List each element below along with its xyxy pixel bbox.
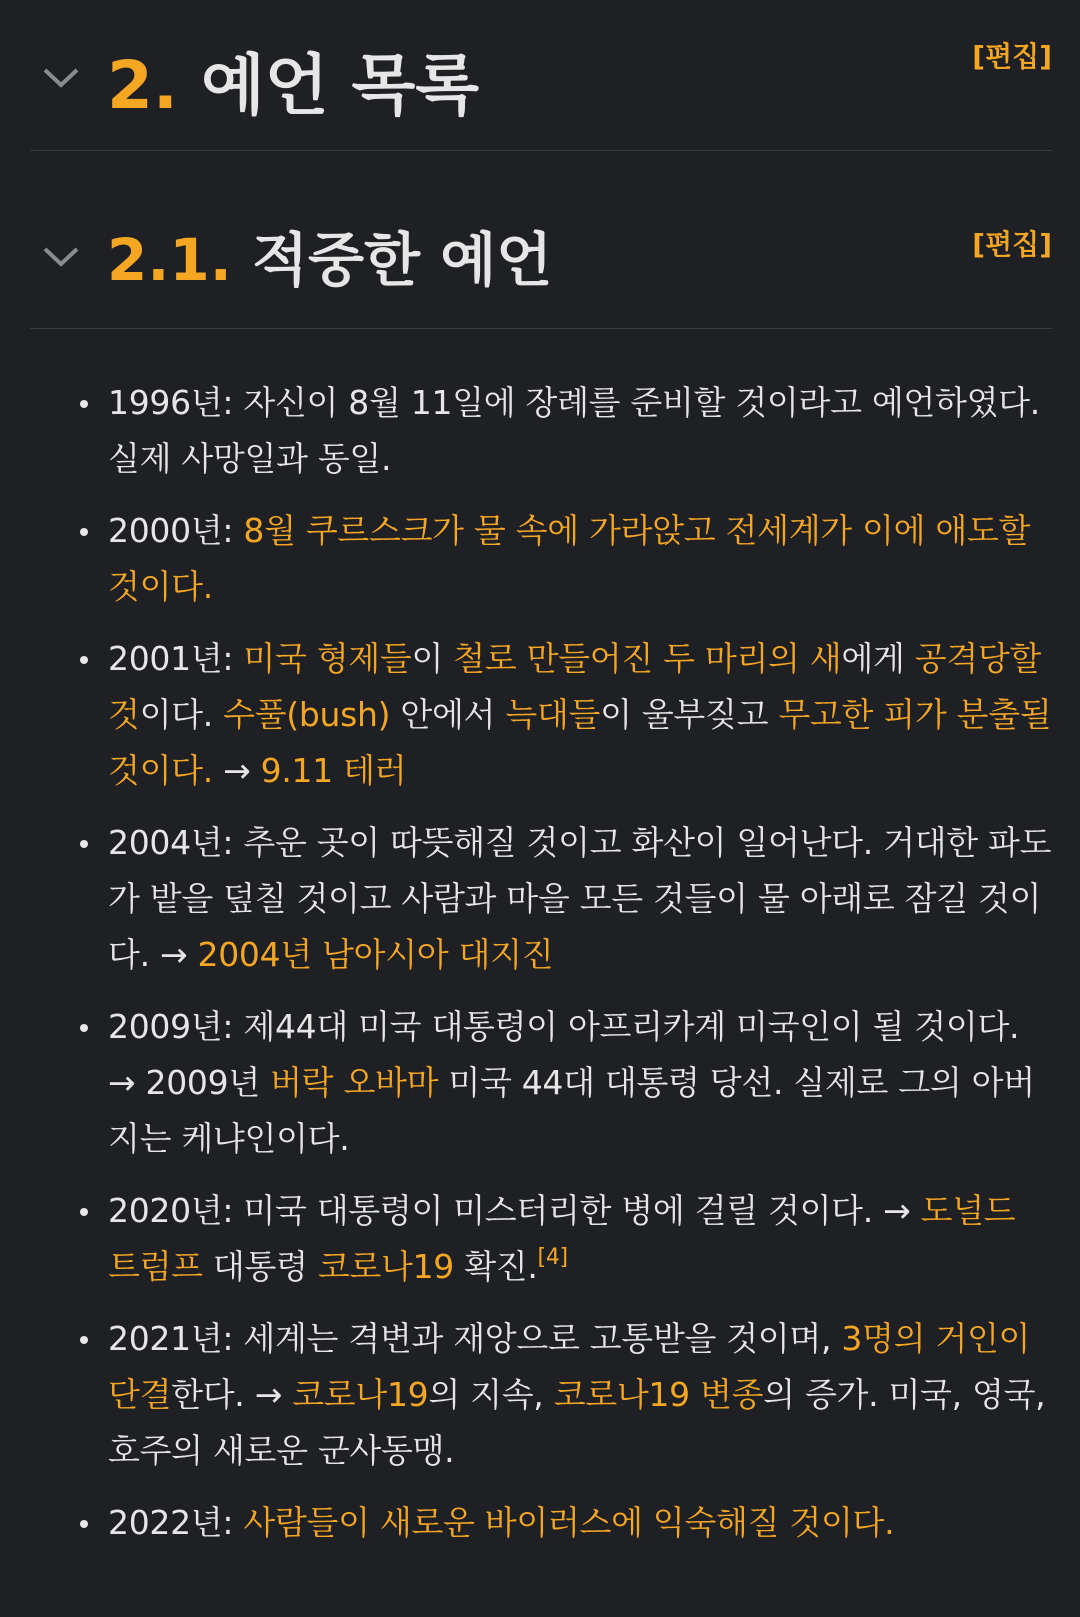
inline-link[interactable]: 미국 형제들 bbox=[243, 639, 412, 678]
list-item bbox=[108, 1311, 1052, 1479]
item-text: 2001년: bbox=[108, 639, 244, 678]
subsection-number: 2.1. bbox=[107, 226, 232, 294]
inline-link[interactable]: 코로나19 변종 bbox=[553, 1375, 764, 1414]
edit-link[interactable]: [편집] bbox=[972, 228, 1052, 261]
list-item bbox=[108, 999, 1052, 1167]
inline-link[interactable]: 수풀(bush) bbox=[223, 695, 391, 734]
inline-link[interactable]: 9.11 테러 bbox=[260, 751, 407, 790]
list-item bbox=[108, 1183, 1052, 1295]
item-text: 의 지속, bbox=[428, 1375, 554, 1414]
prophecy-list bbox=[0, 375, 1052, 1567]
item-text: 1996년: 자신이 8월 11일에 장례를 준비할 것이라고 예언하였다. 실제 사망일과 동일. bbox=[108, 383, 1040, 478]
section-heading-accurate-prophecy bbox=[30, 150, 1052, 329]
list-item bbox=[108, 631, 1052, 799]
inline-link[interactable]: 사람들이 새로운 바이러스에 익숙해질 것이다. bbox=[243, 1503, 895, 1542]
inline-link[interactable]: 공격당할 것 bbox=[108, 639, 1042, 734]
item-text: 대통령 bbox=[202, 1247, 318, 1286]
list-item bbox=[108, 815, 1052, 983]
footnote-ref[interactable]: [4] bbox=[537, 1245, 568, 1270]
list-item bbox=[108, 375, 1052, 487]
item-text: 확진. bbox=[454, 1247, 538, 1286]
list-item bbox=[108, 503, 1052, 615]
chevron-down-icon[interactable] bbox=[42, 245, 64, 267]
subsection-title bbox=[107, 225, 552, 295]
inline-link[interactable]: 2004년 남아시아 대지진 bbox=[197, 935, 554, 974]
list-item bbox=[108, 1495, 1052, 1551]
item-text: 2000년: bbox=[108, 511, 244, 550]
section-title bbox=[107, 46, 479, 126]
item-text: 이다. bbox=[139, 695, 224, 734]
item-text: 2004년: 추운 곳이 따뜻해질 것이고 화산이 일어난다. 거대한 파도가 밭을 덮칠 것이고 사람과 마을 모든 것들이 물 아래로 잠길 것이다. → bbox=[108, 823, 1052, 974]
item-text: 이 bbox=[411, 639, 454, 678]
inline-link[interactable]: 도널드 트럼프 bbox=[108, 1191, 1016, 1286]
inline-link[interactable]: 3명의 거인이 단결 bbox=[108, 1319, 1031, 1414]
inline-link[interactable]: 8월 쿠르스크가 물 속에 가라앉고 전세계가 이에 애도할 것이다. bbox=[108, 511, 1031, 606]
section-number: 2. bbox=[107, 47, 178, 124]
item-text: 안에서 bbox=[390, 695, 506, 734]
edit-link[interactable]: [편집] bbox=[972, 40, 1052, 73]
item-text: 2022년: bbox=[108, 1503, 244, 1542]
item-text: 에게 bbox=[841, 639, 915, 678]
inline-link[interactable]: 코로나19 bbox=[292, 1375, 429, 1414]
subsection-title-text: 적중한 예언 bbox=[251, 226, 553, 294]
section-title-text: 예언 목록 bbox=[200, 47, 479, 124]
inline-link[interactable]: 버락 오바마 bbox=[270, 1063, 439, 1102]
chevron-down-icon[interactable] bbox=[42, 66, 64, 88]
inline-link[interactable]: 코로나19 bbox=[317, 1247, 454, 1286]
section-heading-prophecy-list bbox=[30, 40, 1052, 151]
item-text: 2020년: 미국 대통령이 미스터리한 병에 걸릴 것이다. → bbox=[108, 1191, 921, 1230]
inline-link[interactable]: 늑대들 bbox=[505, 695, 601, 734]
item-text: 미국 44대 대통령 당선. 실제로 그의 아버지는 케냐인이다. bbox=[108, 1063, 1035, 1158]
item-text: 한다. → bbox=[171, 1375, 293, 1414]
inline-link[interactable]: 철로 만들어진 두 마리의 새 bbox=[453, 639, 842, 678]
item-text: 이 울부짖고 bbox=[600, 695, 779, 734]
item-text: 의 증가. 미국, 영국, 호주의 새로운 군사동맹. bbox=[108, 1375, 1046, 1470]
item-text: → bbox=[212, 751, 261, 790]
item-text: 2009년: 제44대 미국 대통령이 아프리카계 미국인이 될 것이다. → 2009년 bbox=[108, 1007, 1020, 1102]
item-text: 2021년: 세계는 격변과 재앙으로 고통받을 것이며, bbox=[108, 1319, 842, 1358]
inline-link[interactable]: 무고한 피가 분출될 것이다. bbox=[108, 695, 1052, 790]
